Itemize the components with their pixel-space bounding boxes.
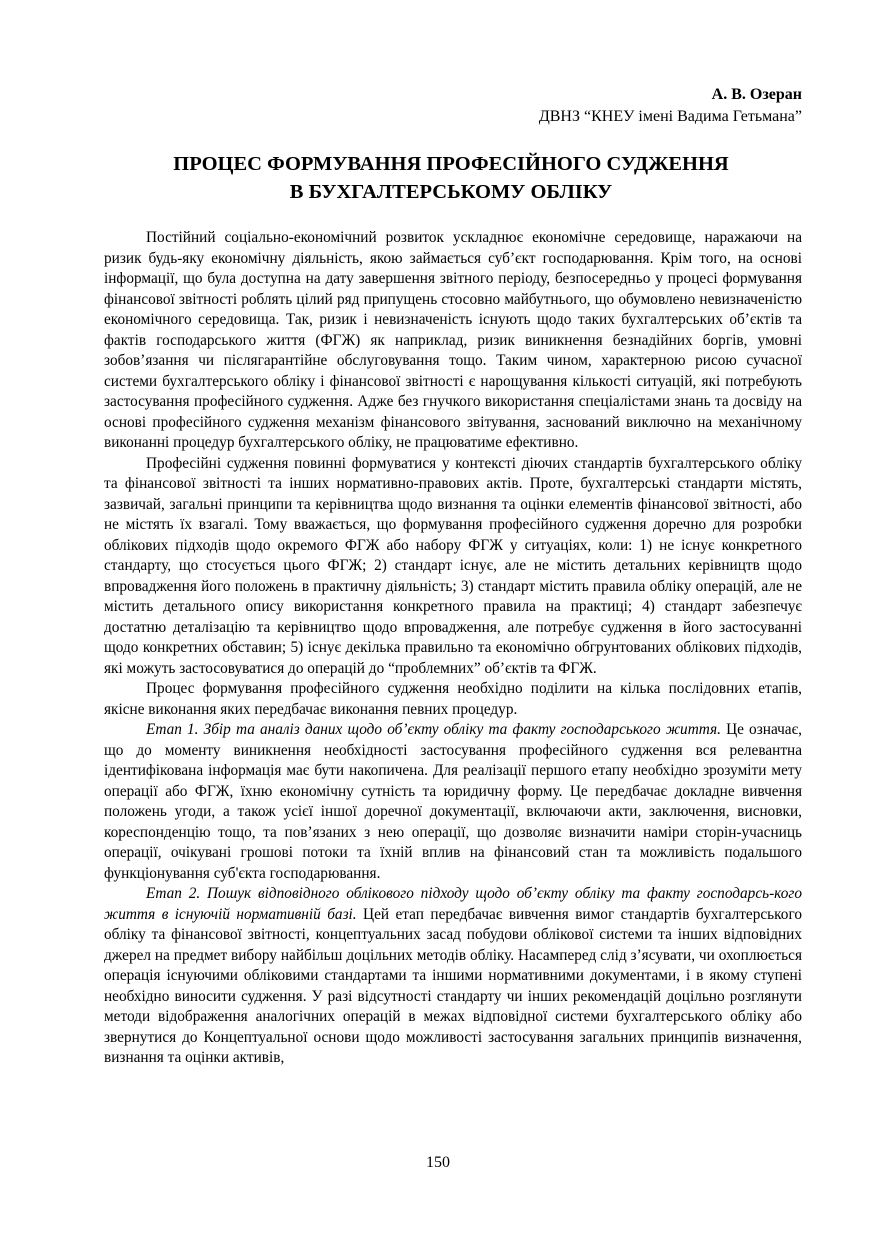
author-name: А. В. Озеран bbox=[711, 86, 802, 103]
stage-heading: Етап 2. Пошук відповідного облікового підходу щодо об’єкту обліку та факту господарсь-кого життя в існуючій нормативній базі. bbox=[104, 885, 802, 923]
paragraph: Процес формування професійного судження необхідно поділити на кілька послідовних етапів, якісне виконання яких передбачає виконання певних процедур. bbox=[104, 680, 802, 718]
paragraph bbox=[104, 884, 802, 1069]
paragraph: Постійний соціально-економічний розвиток ускладнює економічне середовище, наражаючи на ризик будь-яку економічну діяльність, якою займається суб’єкт господарювання. Крім того, на основі інформації, що була доступна на дату завершення звітного періоду, безпосередньо у процесі формування фінансової звітності роблять цілий ряд припущень стосовно майбутнього, що обумовлено невизначеністю економічного середовища. Так, ризик і невизначеність існують щодо таких бухгалтерських об’єктів та фактів господарського життя (ФГЖ) як наприклад, ризик виникнення безнадійних боргів, умовні зобов’язання чи післягарантійне обслуговування тощо. Таким чином, характерною рисою сучасної системи бухгалтерського обліку і фінансової звітності є нарощування кількості ситуацій, які потребують застосування професійного судження. Адже без гнучкого використання спеціалістами знань та досвіду на основі професійного судження механізм фінансового звітування, заснований виключно на механічному виконанні процедур бухгалтерського обліку, не працюватиме ефективно. bbox=[104, 229, 802, 451]
paragraph-text: Цей етап передбачає вивчення вимог стандартів бухгалтерського обліку та фінансової звітності, концептуальних засад побудови облікової системи та інших відповідних джерел на предмет вибору найбільш доцільних методів обліку. Насамперед слід з’ясувати, чи охоплюється операція існуючими обліковими стандартами та іншими нормативними документами, і в якому ступені необхідно виносити судження. У разі відсутності стандарту чи інших рекомендацій доцільно розглянути методи відображення аналогічних операцій в межах відповідної системи бухгалтерського обліку або звернутися до Концептуальної основи щодо можливості застосування загальних принципів визначення, визнання та оцінки активів, bbox=[104, 905, 802, 1066]
title-line-2: В БУХГАЛТЕРСЬКОМУ ОБЛІКУ bbox=[289, 181, 613, 203]
paragraph-text: Це означає, що до моменту виникнення необхідності застосування професійного судження вся релевантна ідентифікована інформація має бути накопичена. Для реалізації першого етапу необхідно зрозуміти мету операції або ФГЖ, їхню економічну сутність та юридичну форму. Це передбачає докладне вивчення положень угоди, а також усієї іншої доречної документації, включаючи акти, заключення, висновки, кореспонденцію тощо, та пов’язаних з нею операції, що дозволяє визначити наміри сторін-учасниць операції, очікувані грошові потоки та їхній вплив на фінансовий стан та можливість подальшого функціонування суб'єкта господарювання. bbox=[104, 721, 802, 882]
author-block bbox=[539, 84, 802, 128]
paragraph: Професійні судження повинні формуватися у контексті діючих стандартів бухгалтерського обліку та фінансової звітності та інших нормативно-правових актів. Проте, бухгалтерські стандарти містять, зазвичай, загальні принципи та керівництва щодо визнання та оцінки елементів фінансової звітності, або не містять їх взагалі. Тому вважається, що формування професійного судження доречно для розробки облікових підходів щодо окремого ФГЖ або набору ФГЖ у ситуаціях, коли: 1) не існує конкретного стандарту, що стосується цього ФГЖ; 2) стандарт існує, але не містить детальних керівництв щодо впровадження його положень в практичну діяльність; 3) стандарт містить правила обліку операцій, але не містить детального опису використання конкретного правила на практиці; 4) стандарт забезпечує достатню деталізацію та керівництво щодо впровадження, але потребує судження в його застосуванні щодо конкретних обставин; 5) існує декілька правильно та економічно обгрунтованих облікових підходів, які можуть застосовуватися до операцій до “проблемних” об’єктів та ФГЖ. bbox=[104, 454, 802, 677]
title-line-1: ПРОЦЕС ФОРМУВАННЯ ПРОФЕСІЙНОГО СУДЖЕННЯ bbox=[173, 153, 729, 175]
article-title bbox=[100, 150, 802, 206]
page-number: 150 bbox=[426, 1154, 450, 1171]
article-body bbox=[104, 228, 802, 1069]
author-affiliation: ДВНЗ “КНЕУ імені Вадима Гетьмана” bbox=[538, 108, 802, 125]
stage-heading: Етап 1. Збір та аналіз даних щодо об’єкту обліку та факту господарського життя. bbox=[146, 721, 721, 738]
paragraph bbox=[104, 720, 802, 884]
